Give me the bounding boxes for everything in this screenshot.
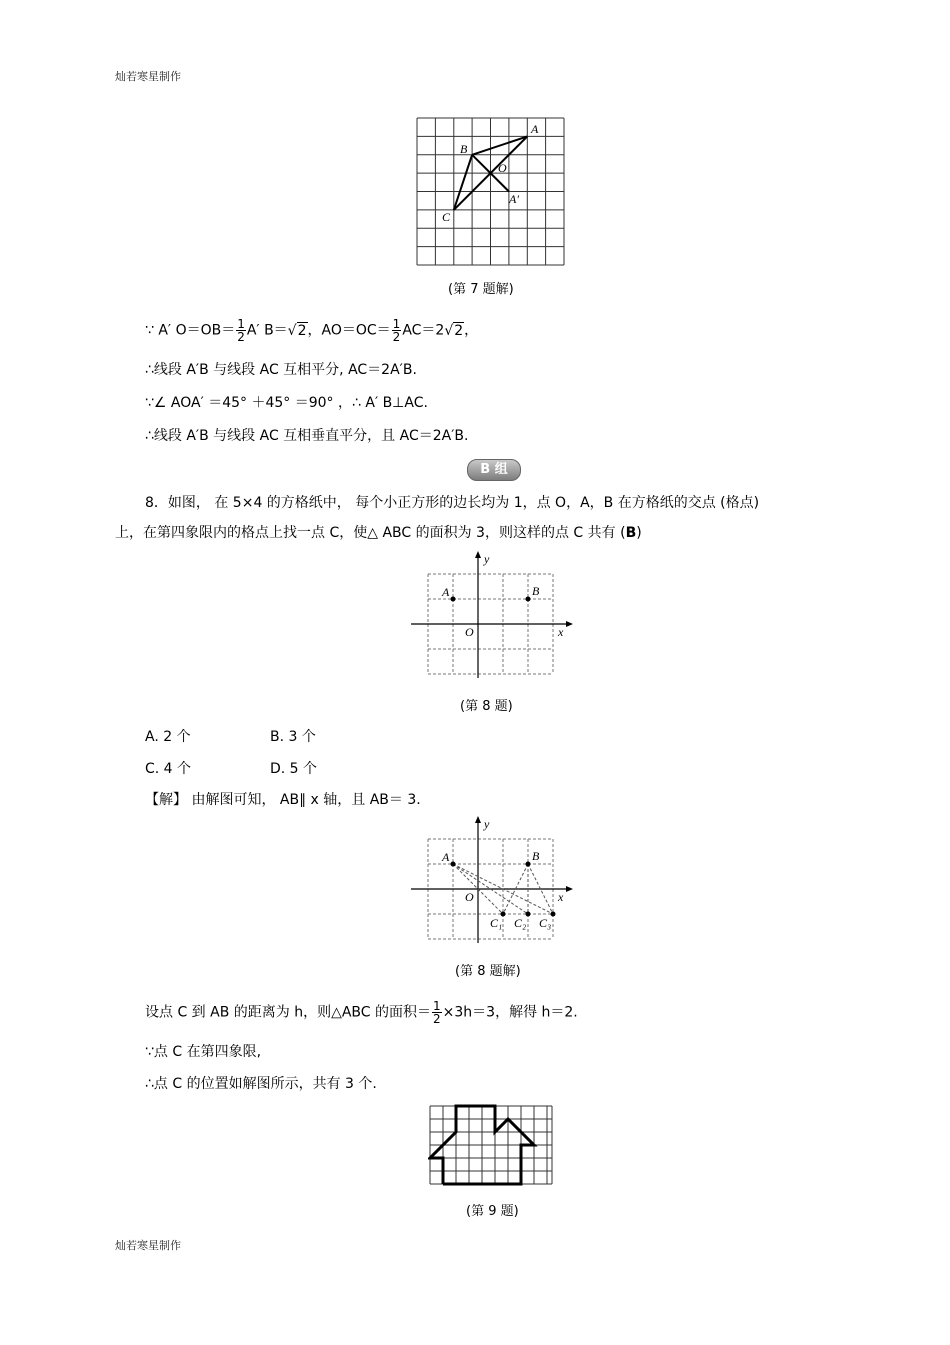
solution8-line1-part1: 设点 C 到 AB 的距离为 h，则△ABC 的面积＝: [145, 1004, 432, 1021]
figure-8-solution-grid: [408, 815, 573, 947]
fig8s-label-A: A: [442, 850, 450, 864]
figure-8-grid: [408, 550, 573, 682]
solution8-line2: ∵点 C 在第四象限,: [145, 1044, 262, 1060]
solution8-line3: ∴点 C 的位置如解图所示，共有 3 个.: [145, 1076, 377, 1092]
fraction-num: 1: [392, 317, 401, 331]
solution7-line1-part5: ，: [464, 322, 479, 339]
solution8-intro: 【解】 由解图可知， AB∥ x 轴，且 AB＝ 3.: [145, 792, 421, 808]
fig8-label-x: x: [558, 625, 564, 639]
solution7-line1-part2: A′ B＝: [246, 322, 288, 339]
sqrt-expression: √2: [287, 322, 307, 339]
figure-8-solution-caption: (第 8 题解): [455, 964, 521, 979]
fig8s-label-B: B: [532, 849, 540, 863]
fig8-label-O: O: [465, 625, 474, 639]
option-A: A. 2 个: [145, 729, 191, 745]
fig8s-label-C2: C₂: [514, 916, 527, 930]
solution7-line2: ∴线段 A′B 与线段 AC 互相平分, AC＝2A′B.: [145, 362, 417, 378]
sqrt-radicand: 2: [454, 322, 464, 339]
sqrt-radicand: 2: [297, 322, 307, 339]
fig8-label-B: B: [532, 584, 540, 598]
sqrt-expression: √2: [444, 322, 464, 339]
fig8s-label-x: x: [558, 890, 564, 904]
fraction-num: 1: [237, 317, 245, 331]
fig8s-label-C3: C₃: [539, 916, 552, 930]
fig7-label-B: B: [460, 142, 468, 156]
page-footer-text: 灿若寒星制作: [115, 1239, 181, 1252]
option-B: B. 3 个: [270, 729, 316, 745]
question8-line2: [115, 523, 642, 543]
question8-answer: B: [625, 525, 637, 541]
figure-7-grid: [414, 115, 566, 269]
figure-7-caption: (第 7 题解): [448, 282, 514, 297]
question8-line2-text: 上，在第四象限内的格点上找一点 C，使△ ABC 的面积为 3，则这样的点 C 共有 (: [115, 525, 626, 541]
fraction-den: 2: [237, 330, 245, 344]
fig8s-label-C1: C₁: [490, 916, 503, 930]
page-header-text: 灿若寒星制作: [115, 70, 181, 83]
option-C: C. 4 个: [145, 761, 192, 777]
fraction-half: [236, 318, 246, 343]
fig8s-label-y: y: [484, 817, 490, 831]
solution8-line1-part2: ×3h＝3，解得 h＝2.: [442, 1004, 578, 1021]
solution7-line1-part3: ，AO＝OC＝: [307, 322, 391, 339]
fig7-label-A: A: [531, 122, 539, 136]
figure-9-grid: [428, 1104, 554, 1186]
solution8-line1: [145, 1000, 578, 1025]
fraction-num: 1: [433, 999, 441, 1013]
solution7-line1-part4: AC＝2: [402, 322, 445, 339]
fig7-label-A-prime: A′: [509, 192, 519, 206]
section-badge: B 组: [467, 459, 521, 481]
figure-9-caption: (第 9 题): [466, 1204, 519, 1219]
fraction-half: [432, 1000, 442, 1025]
solution7-line1: [145, 318, 478, 343]
fig8-label-A: A: [442, 585, 450, 599]
fraction-half: [392, 318, 402, 343]
fig8s-label-O: O: [465, 890, 474, 904]
question8-line1: 8．如图， 在 5×4 的方格纸中， 每个小正方形的边长均为 1，点 O，A，B 在方格纸的交点 (格点): [145, 495, 760, 511]
option-D: D. 5 个: [270, 761, 318, 777]
solution7-line1-part1: ∵ A′ O＝OB＝: [145, 322, 236, 339]
figure-8-caption: (第 8 题): [460, 699, 513, 714]
solution7-line4: ∴线段 A′B 与线段 AC 互相垂直平分，且 AC＝2A′B.: [145, 428, 469, 444]
fraction-den: 2: [433, 1012, 441, 1026]
fraction-den: 2: [392, 330, 401, 344]
question8-line2-close: ): [636, 525, 642, 541]
fig7-label-O: O: [498, 161, 507, 175]
fig7-label-C: C: [442, 210, 451, 224]
fig8-label-y: y: [484, 552, 490, 566]
solution7-line3: ∵∠ AOA′ ＝45° ＋45° ＝90° ，∴ A′ B⊥AC.: [145, 395, 428, 411]
